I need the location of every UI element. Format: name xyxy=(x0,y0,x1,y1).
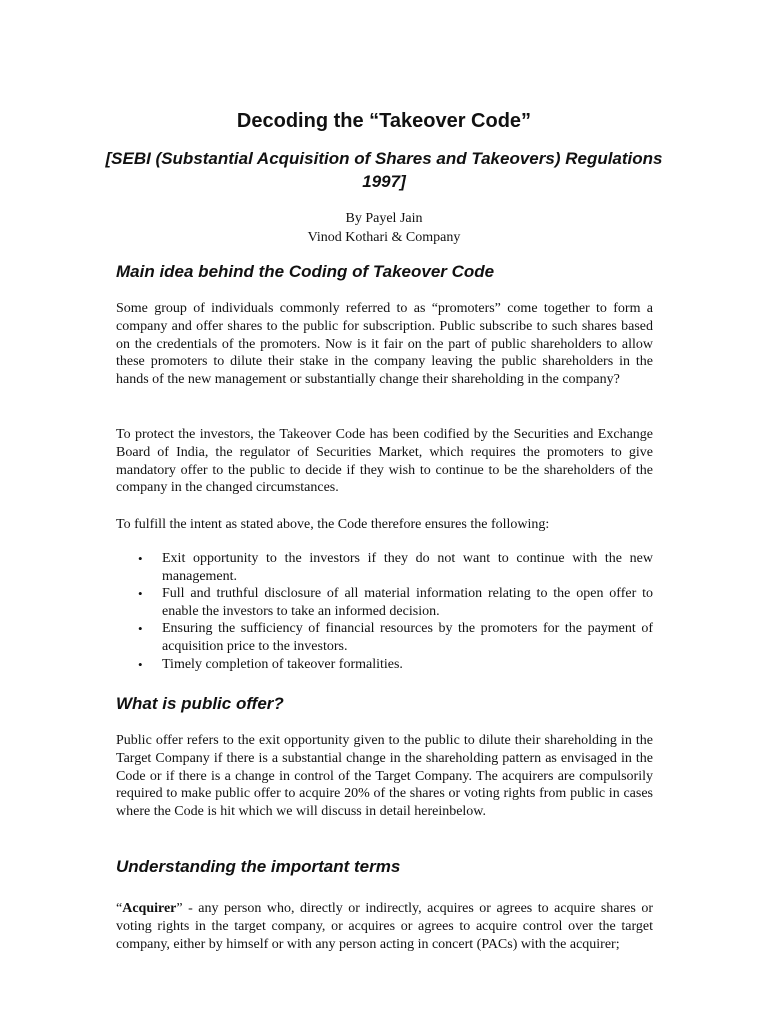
author-block xyxy=(0,209,768,247)
term-acquirer: Acquirer xyxy=(122,901,177,916)
list-item xyxy=(116,585,653,620)
section-heading-important-terms: Understanding the important terms xyxy=(116,857,401,876)
paragraph-acquirer-definition xyxy=(116,900,653,953)
author-byline: By Payel Jain xyxy=(345,211,423,226)
bullet-icon: • xyxy=(138,621,143,637)
acquirer-definition-text: ” - any person who, directly or indirectly, acquires or agrees to acquire shares or voting rights in the target company, or acquires or agrees to acquire control over the target company, either by himself or with any person acting in concert (PACs) with the acquirer; xyxy=(116,901,653,952)
list-item-text: Ensuring the sufficiency of financial resources by the promoters for the payment of acquisition price to the investors. xyxy=(162,621,653,654)
list-item xyxy=(116,656,653,674)
list-item xyxy=(116,550,653,585)
document-subtitle: [SEBI (Substantial Acquisition of Shares and Takeovers) Regulations 1997] xyxy=(105,149,663,191)
list-item-text: Exit opportunity to the investors if they do not want to continue with the new management. xyxy=(162,551,653,584)
section-heading-public-offer: What is public offer? xyxy=(116,694,284,713)
paragraph-public-offer: Public offer refers to the exit opportunity given to the public to dilute their shareholding in the Target Company if there is a substantial change in the shareholding pattern as envisaged in the Code or if there is a change in control of the Target Company. The acquirers are compulsorily required to make public offer to acquire 20% of the shares or voting rights from public in cases where the Code is hit which we will discuss in detail hereinbelow. xyxy=(116,733,653,820)
document-title: Decoding the “Takeover Code” xyxy=(236,110,532,132)
list-item xyxy=(116,620,653,655)
paragraph-protect-investors: To protect the investors, the Takeover Code has been codified by the Securities and Exchange Board of India, the regulator of Securities Market, which requires the promoters to give mandatory offer to the public to decide if they wish to continue to be the shareholders of the company in the changed circumstances. xyxy=(116,427,653,496)
bullet-icon: • xyxy=(138,551,143,566)
bullet-icon: • xyxy=(138,656,143,672)
section-heading-main-idea: Main idea behind the Coding of Takeover Code xyxy=(116,262,495,281)
open-quote: “ xyxy=(116,901,123,916)
list-item-text: Timely completion of takeover formalities. xyxy=(162,656,403,672)
bullet-icon: • xyxy=(138,586,143,602)
bullet-list xyxy=(116,550,653,673)
author-company: Vinod Kothari & Company xyxy=(307,230,461,245)
list-item-text: Full and truthful disclosure of all material information relating to the open offer to enable the investors to take an informed decision. xyxy=(162,586,653,619)
paragraph-promoters: Some group of individuals commonly referred to as “promoters” come together to form a company and offer shares to the public for subscription. Public subscribe to such shares based on the credentials of the promoters. Now is it fair on the part of public shareholders to allow these promoters to dilute their stake in the company leaving the public shareholders in the hands of the new management or substantially change their shareholding in the company? xyxy=(116,301,653,388)
paragraph-fulfill-intent: To fulfill the intent as stated above, the Code therefore ensures the following: xyxy=(116,517,550,532)
